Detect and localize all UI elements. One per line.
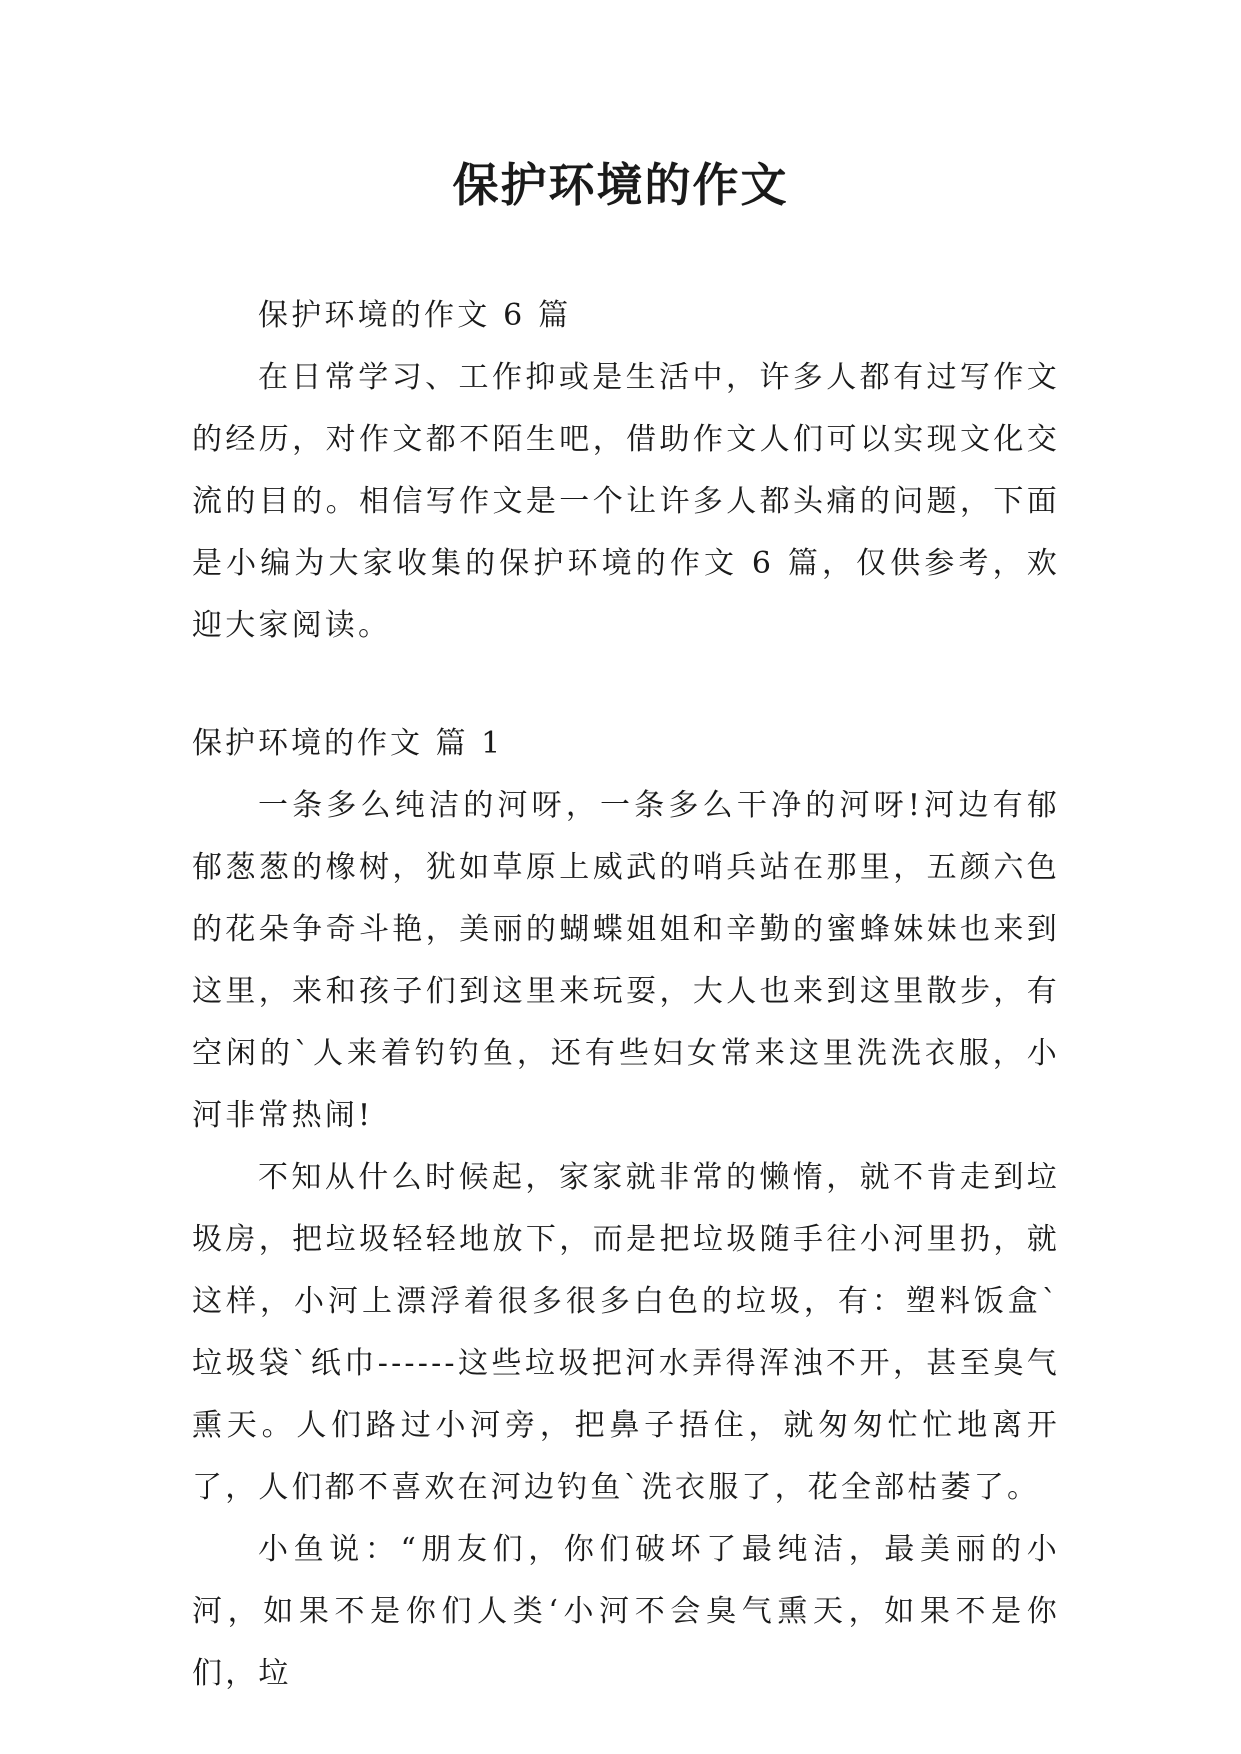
body-paragraph: 小鱼说：“朋友们，你们破坏了最纯洁，最美丽的小河，如果不是你们人类‘小河不会臭气熏天，如果不是你们，垃 [192, 1532, 1060, 1691]
document-title: 保护环境的作文 [452, 158, 789, 212]
section-heading: 保护环境的作文 篇 1 [192, 726, 504, 761]
intro-paragraph: 在日常学习、工作抑或是生活中，许多人都有过写作文的经历，对作文都不陌生吧，借助作文人们可以实现文化交流的目的。相信写作文是一个让许多人都头痛的问题，下面是小编为大家收集的保护环境的作文 6 篇，仅供参考，欢迎大家阅读。 [192, 360, 1060, 643]
document-subtitle: 保护环境的作文 6 篇 [258, 298, 572, 333]
document-body [192, 285, 1060, 1705]
body-paragraph: 一条多么纯洁的河呀，一条多么干净的河呀!河边有郁郁葱葱的橡树，犹如草原上威武的哨兵站在那里，五颜六色的花朵争奇斗艳，美丽的蝴蝶姐姐和辛勤的蜜蜂妹妹也来到这里，来和孩子们到这里来玩耍，大人也来到这里散步，有空闲的`人来着钓钓鱼，还有些妇女常来这里洗洗衣服，小河非常热闹! [192, 788, 1060, 1133]
body-paragraph: 不知从什么时候起，家家就非常的懒惰，就不肯走到垃圾房，把垃圾轻轻地放下，而是把垃圾随手往小河里扔，就这样，小河上漂浮着很多很多白色的垃圾，有：塑料饭盒`垃圾袋`纸巾------这些垃圾把河水弄得浑浊不开，甚至臭气熏天。人们路过小河旁，把鼻子捂住，就匆匆忙忙地离开了，人们都不喜欢在河边钓鱼`洗衣服了，花全部枯萎了。 [192, 1160, 1060, 1505]
